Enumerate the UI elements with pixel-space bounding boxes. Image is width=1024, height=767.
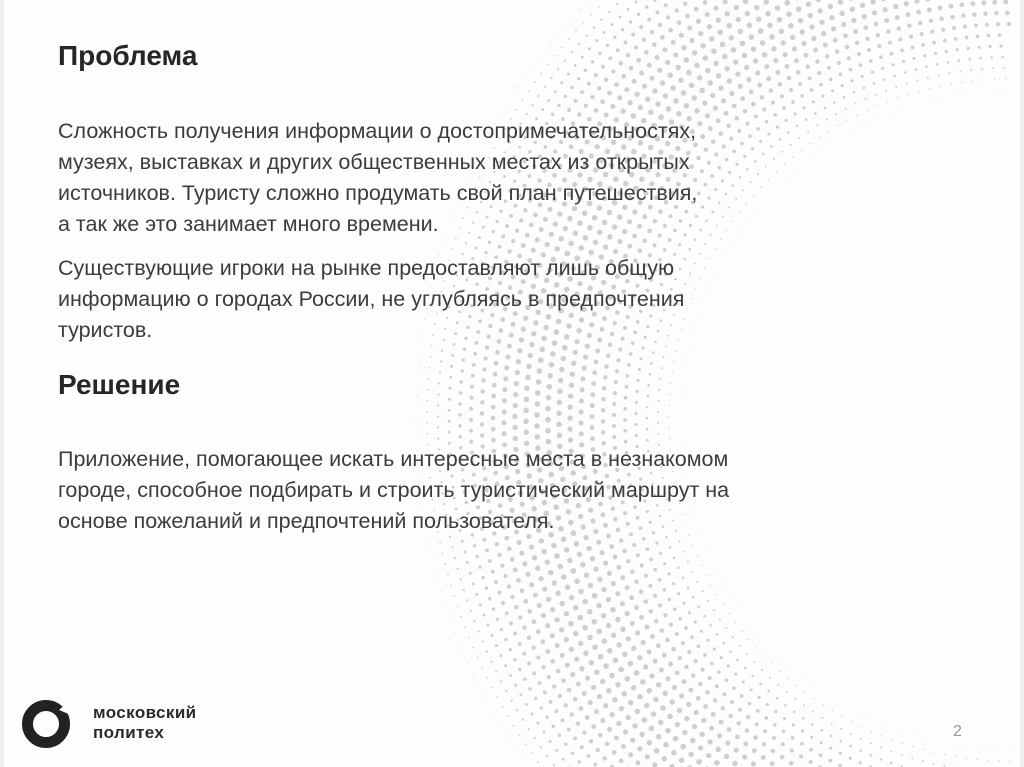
text-line: музеях, выставках и других общественных местах из открытых xyxy=(58,150,690,174)
text-line: информацию о городах России, не углубляясь в предпочтения xyxy=(58,287,685,311)
logo-line-2: политех xyxy=(93,723,165,742)
text-line: основе пожеланий и предпочтений пользователя. xyxy=(58,509,555,533)
problem-heading: Проблема xyxy=(58,40,198,71)
university-logo-icon xyxy=(19,697,73,751)
text-line: туристов. xyxy=(58,318,153,342)
text-line: Сложность получения информации о достопримечательностях, xyxy=(58,119,697,143)
text-line: источников. Туристу сложно продумать свой план путешествия, xyxy=(58,181,698,205)
text-line: а так же это занимает много времени. xyxy=(58,212,439,236)
solution-heading: Решение xyxy=(58,369,181,400)
page-number: 2 xyxy=(953,723,962,740)
text-line: Приложение, помогающее искать интересные места в незнакомом xyxy=(58,447,729,471)
text-line: городе, способное подбирать и строить туристический маршрут на xyxy=(58,478,730,502)
university-logo-text xyxy=(93,703,197,743)
problem-paragraph-1 xyxy=(58,116,697,240)
problem-paragraph-2 xyxy=(58,253,684,346)
text-line: Существующие игроки на рынке предоставляют лишь общую xyxy=(58,256,675,280)
solution-paragraph xyxy=(58,444,729,537)
logo-line-1: московский xyxy=(93,703,197,722)
